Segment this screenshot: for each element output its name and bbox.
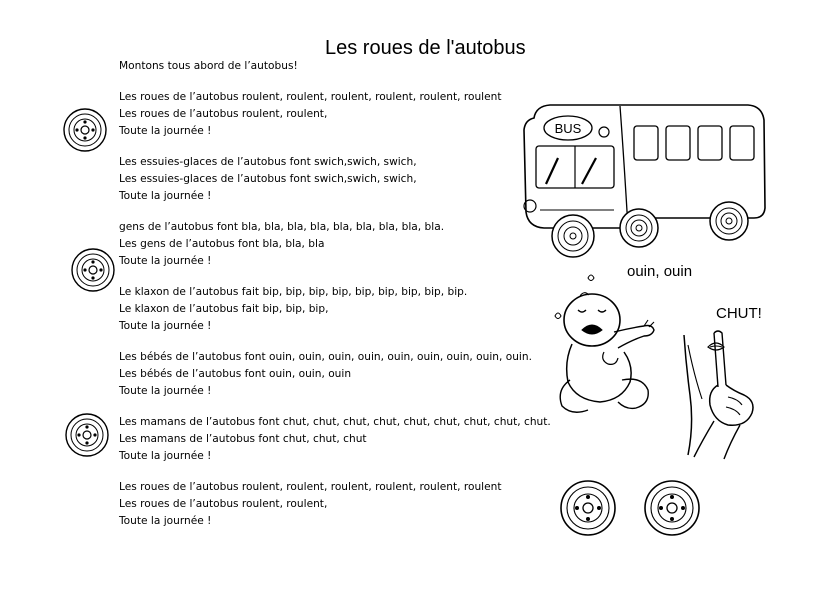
lyric-line: Les mamans de l’autobus font chut, chut, chut [119,433,367,445]
lyric-line: Toute la journée ! [119,190,212,202]
intro-line [119,58,589,75]
lyric-line: Le klaxon de l’autobus fait bip, bip, bip, [119,303,329,315]
bus-wheel-icon [552,215,594,257]
lyric-line: Toute la journée ! [119,450,212,462]
lyric-line: Les essuies-glaces de l’autobus font swich,swich, swich, [119,173,417,185]
shush-hand-icon [680,325,770,460]
stanza-wheels-repeat [119,479,589,530]
lyric-line: Les roues de l’autobus roulent, roulent, roulent, roulent, roulent, roulent [119,481,502,493]
lyric-line: Les bébés de l’autobus font ouin, ouin, ouin, ouin, ouin, ouin, ouin, ouin, ouin. [119,351,532,363]
bus-illustration [516,100,771,265]
wheel-icon [62,107,108,153]
lyric-line: Le klaxon de l’autobus fait bip, bip, bip, bip, bip, bip, bip, bip, bip. [119,286,468,298]
wheel-icon [64,412,110,458]
lyric-line: Les roues de l’autobus roulent, roulent, [119,498,328,510]
baby-sound-label: ouin, ouin [627,263,693,280]
wheel-icon [70,247,116,293]
wheel-icon [642,478,702,538]
lyric-line: Toute la journée ! [119,255,212,267]
stanza-babies [119,349,589,400]
lyric-line: Les mamans de l’autobus font chut, chut, chut, chut, chut, chut, chut, chut, chut. [119,416,551,428]
wheel-icon [558,478,618,538]
lyric-line: gens de l’autobus font bla, bla, bla, bla, bla, bla, bla, bla, bla. [119,221,445,233]
crying-baby-icon [552,270,662,420]
page-title: Les roues de l'autobus [325,37,526,59]
bus-wheel-icon [710,202,748,240]
lyric-line: Toute la journée ! [119,515,212,527]
stanza-mothers [119,414,589,465]
stanza-horn [119,284,589,335]
lyric-line: Montons tous abord de l’autobus! [119,60,298,72]
lyric-line: Toute la journée ! [119,125,212,137]
bus-wheel-icon [620,209,658,247]
lyric-line: Les roues de l’autobus roulent, roulent, [119,108,328,120]
lyric-line: Les gens de l’autobus font bla, bla, bla [119,238,325,250]
lyric-line: Toute la journée ! [119,320,212,332]
bus-sign-text: BUS [554,121,582,136]
lyric-line: Les bébés de l’autobus font ouin, ouin, ouin [119,368,352,380]
lyric-line: Les roues de l’autobus roulent, roulent, roulent, roulent, roulent, roulent [119,91,502,103]
lyric-line: Toute la journée ! [119,385,212,397]
hush-label: CHUT! [716,305,762,322]
lyric-line: Les essuies-glaces de l’autobus font swich,swich, swich, [119,156,417,168]
